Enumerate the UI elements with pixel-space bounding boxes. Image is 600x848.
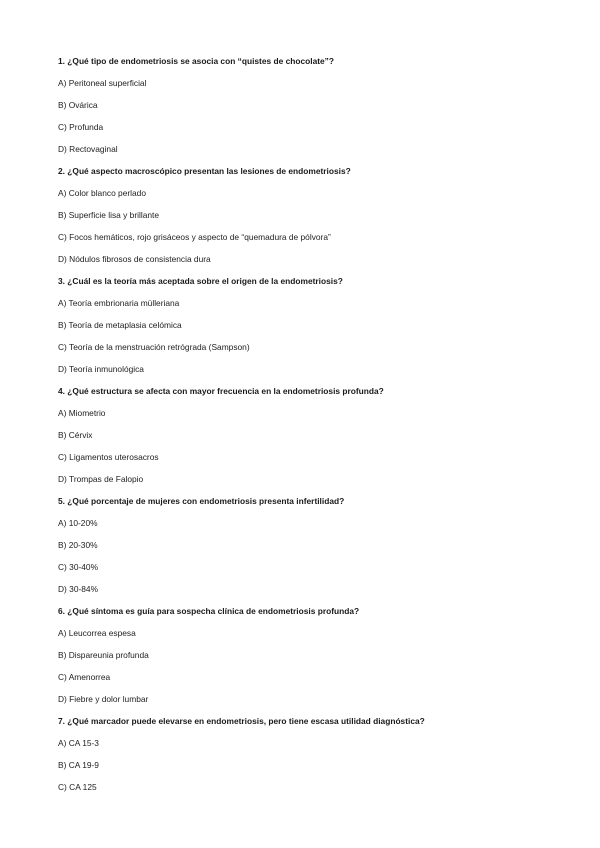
question-6 xyxy=(58,606,558,705)
question-title: 4. ¿Qué estructura se afecta con mayor frecuencia en la endometriosis profunda? xyxy=(58,386,384,396)
answer-option-c: C) 30-40% xyxy=(58,562,99,572)
answer-option-c: C) Focos hemáticos, rojo grisáceos y aspecto de “quemadura de pólvora” xyxy=(58,232,331,242)
question-2 xyxy=(58,166,558,265)
answer-option-c: C) Teoría de la menstruación retrógrada (Sampson) xyxy=(58,342,250,352)
question-title: 2. ¿Qué aspecto macroscópico presentan las lesiones de endometriosis? xyxy=(58,166,351,176)
question-1 xyxy=(58,56,558,155)
answer-option-d: D) Fiebre y dolor lumbar xyxy=(58,694,149,704)
answer-option-d: D) Trompas de Falopio xyxy=(58,474,144,484)
answer-option-a: A) Teoría embrionaria mülleriana xyxy=(58,298,180,308)
question-title: 1. ¿Qué tipo de endometriosis se asocia con “quistes de chocolate”? xyxy=(58,56,334,66)
answer-option-b: B) Dispareunia profunda xyxy=(58,650,149,660)
answer-option-d: D) Nódulos fibrosos de consistencia dura xyxy=(58,254,211,264)
answer-option-d: D) Rectovaginal xyxy=(58,144,118,154)
question-title: 7. ¿Qué marcador puede elevarse en endometriosis, pero tiene escasa utilidad diagnóstica? xyxy=(58,716,425,726)
answer-option-a: A) 10-20% xyxy=(58,518,98,528)
answer-option-b: B) Teoría de metaplasia celómica xyxy=(58,320,182,330)
answer-option-b: B) 20-30% xyxy=(58,540,98,550)
answer-option-a: A) Color blanco perlado xyxy=(58,188,146,198)
answer-option-c: C) CA 125 xyxy=(58,782,97,792)
question-3 xyxy=(58,276,558,375)
answer-option-c: C) Ligamentos uterosacros xyxy=(58,452,159,462)
answer-option-a: A) CA 15-3 xyxy=(58,738,99,748)
answer-option-a: A) Miometrio xyxy=(58,408,106,418)
question-7 xyxy=(58,716,558,793)
answer-option-a: A) Peritoneal superficial xyxy=(58,78,147,88)
question-5 xyxy=(58,496,558,595)
answer-option-b: B) Cérvix xyxy=(58,430,93,440)
question-4 xyxy=(58,386,558,485)
answer-option-d: D) Teoría inmunológica xyxy=(58,364,144,374)
answer-option-c: C) Profunda xyxy=(58,122,104,132)
document-page xyxy=(58,56,558,804)
question-title: 3. ¿Cuál es la teoría más aceptada sobre el origen de la endometriosis? xyxy=(58,276,343,286)
question-title: 6. ¿Qué síntoma es guía para sospecha clínica de endometriosis profunda? xyxy=(58,606,360,616)
answer-option-b: B) Ovárica xyxy=(58,100,98,110)
answer-option-d: D) 30-84% xyxy=(58,584,99,594)
answer-option-b: B) Superficie lisa y brillante xyxy=(58,210,160,220)
answer-option-b: B) CA 19-9 xyxy=(58,760,99,770)
answer-option-a: A) Leucorrea espesa xyxy=(58,628,136,638)
question-title: 5. ¿Qué porcentaje de mujeres con endometriosis presenta infertilidad? xyxy=(58,496,345,506)
answer-option-c: C) Amenorrea xyxy=(58,672,111,682)
